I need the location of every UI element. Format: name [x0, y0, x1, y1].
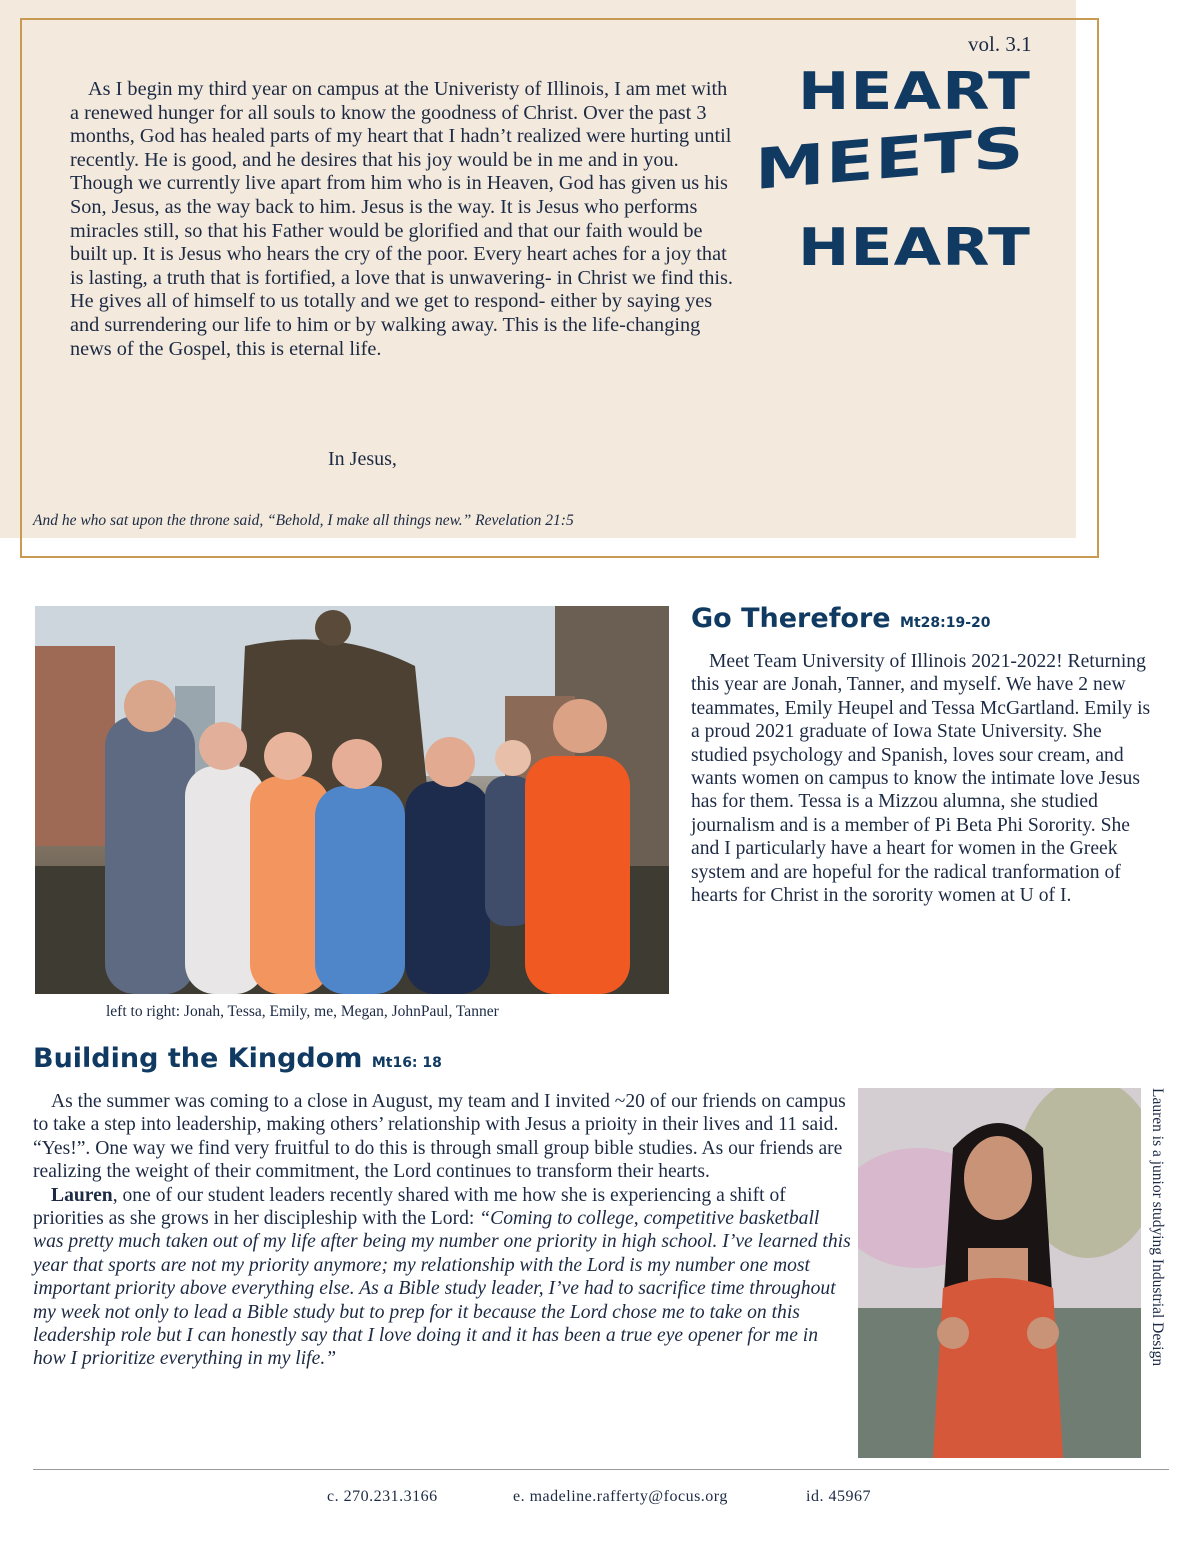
opening-letter-text: As I begin my third year on campus at the Univeristy of Illinois, I am met with a renewed hunger for all souls to know the goodness of Christ. Over the past 3 months, God has healed parts of my heart that I hadn’t realized were hurting until recently. He is good, and he desires that his joy would be in me and in you. Though we currently live apart from him who is in Heaven, God has given us his Son, Jesus, as the way back to him. Jesus is the way. It is Jesus who performs miracles still, so that his Father would be glorified and that our faith would be built up. It is Jesus who hears the cry of the poor. Every heart aches for a joy that is lasting, a truth that is fortified, a love that is unwavering- in Christ we find this. He gives all of himself to us totally and we get to respond- either by saying yes and surrendering our life to him or by walking away. This is the life-changing news of the Gospel, this is eternal life.: [70, 78, 733, 360]
building-kingdom-reference: Mt16: 18: [371, 1055, 442, 1071]
go-therefore-title: Go Therefore: [691, 603, 891, 634]
team-group-photo: [35, 606, 669, 994]
opening-letter: [70, 78, 735, 361]
building-kingdom-body: [33, 1090, 853, 1371]
footer-email: e. madeline.rafferty@focus.org: [513, 1488, 728, 1505]
go-therefore-heading: [691, 603, 991, 634]
building-para-1: As the summer was coming to a close in August, my team and I invited ~20 of our friends on campus to take a step into leadership, making others’ relationship with Jesus a prioity in their lives and 11 said. “Yes!”. One way we find very fruitful to do this is through small group bible studies. As our friends are realizing the weight of their commitment, the Lord continues to transform their hearts.: [33, 1091, 846, 1183]
go-therefore-body-text: Meet Team University of Illinois 2021-2022! Returning this year are Jonah, Tanner, and myself. We have 2 new teammates, Emily Heupel and Tessa McGartland. Emily is a proud 2021 graduate of Iowa State University. She studied psychology and Spanish, loves sour cream, and wants women on campus to know the intimate love Jesus has for them. Tessa is a Mizzou alumna, she studied journalism and is a member of Pi Beta Phi Sorority. She and I particularly have a heart for women in the Greek system and are hopeful for the radical tranformation of hearts for Christ in the sorority women at U of I.: [691, 651, 1151, 907]
go-therefore-body: [691, 650, 1163, 907]
footer-phone: c. 270.231.3166: [327, 1488, 438, 1505]
lauren-photo-caption: Lauren is a junior studying Industrial Design: [1149, 1088, 1166, 1367]
masthead-line-3: HEART: [798, 218, 1032, 278]
volume-label: vol. 3.1: [968, 32, 1032, 56]
lauren-photo-caption-wrapper: [1148, 1088, 1172, 1458]
masthead-line-2: MEETS: [755, 115, 1025, 203]
team-photo-caption: left to right: Jonah, Tessa, Emily, me, Megan, JohnPaul, Tanner: [106, 1003, 499, 1020]
scripture-verse: And he who sat upon the throne said, “Behold, I make all things new.” Revelation 21:5: [33, 512, 574, 529]
lauren-photo-illustration: [858, 1088, 1141, 1458]
lauren-photo: [858, 1088, 1141, 1458]
footer-divider: [33, 1469, 1169, 1470]
lauren-quote: “Coming to college, competitive basketball was pretty much taken out of my life after being my number one priority in high school. I’ve learned this year that sports are not my priority anymore; my relationship with the Lord is my number one most important priority above everything else. As a Bible study leader, I’ve had to sacrifice time throughout my week not only to lead a Bible study but to prep for it because the Lord chose me to take on this leadership role but I can honestly say that I love doing it and it has been a true eye opener for me in how I prioritize everything in my life.”: [33, 1208, 851, 1370]
footer-id: id. 45967: [806, 1488, 871, 1505]
building-para-2-intro: , one of our student leaders recently shared with me how she is experiencing a shift of priorities as she grows in her discipleship with the Lord:: [33, 1184, 786, 1230]
go-therefore-reference: Mt28:19-20: [900, 615, 991, 631]
lauren-name: Lauren: [51, 1184, 113, 1206]
building-kingdom-title: Building the Kingdom: [33, 1043, 363, 1074]
building-kingdom-heading: [33, 1043, 442, 1074]
letter-signoff: In Jesus,: [328, 448, 397, 470]
masthead-line-1: HEART: [798, 62, 1032, 122]
team-photo-illustration: [35, 606, 669, 994]
